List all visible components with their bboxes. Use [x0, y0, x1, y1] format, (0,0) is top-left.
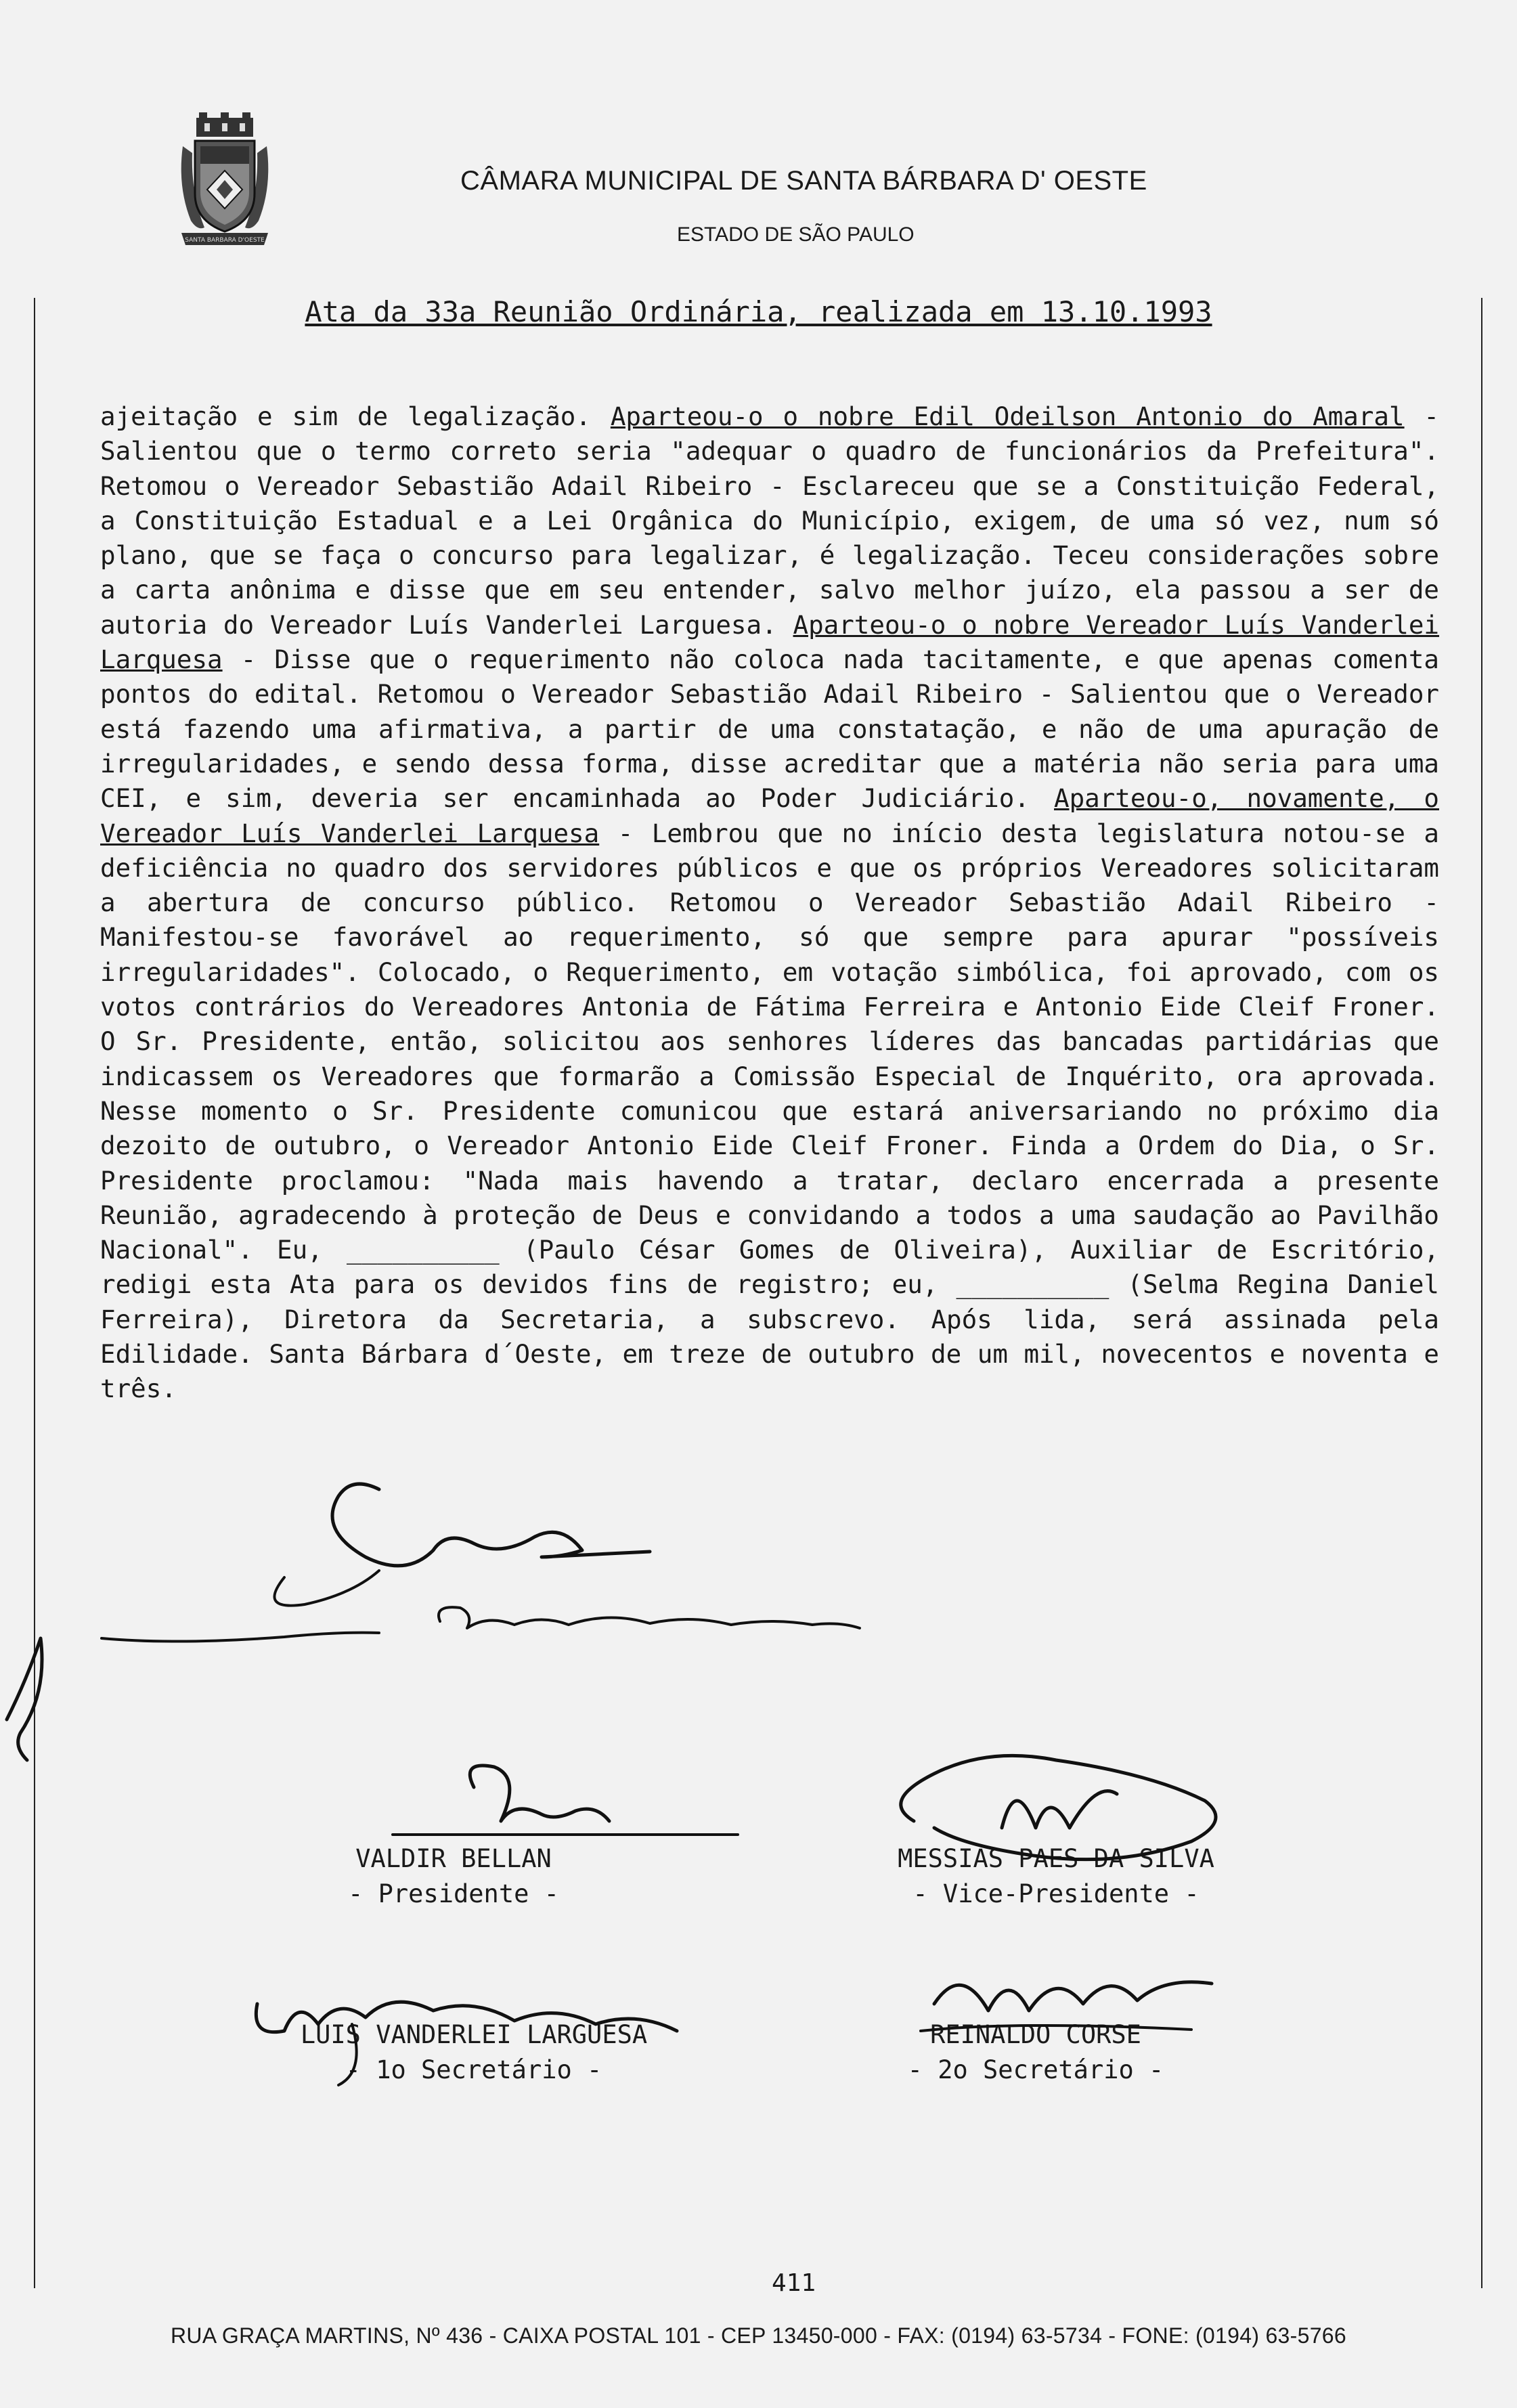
signatory-name: MESSIAS PAES DA SILVA [898, 1844, 1214, 1873]
signatory-first-secretary [203, 2017, 745, 2088]
margin-rubric [7, 1638, 42, 1760]
signatory-role: - 1o Secretário - [345, 2055, 602, 2084]
body-segment: ajeitação e sim de legalização. [100, 401, 611, 431]
signatory-vice-president [812, 1841, 1300, 1912]
signatory-second-secretary [833, 2017, 1239, 2088]
right-margin-rule [1481, 298, 1482, 2288]
signature-selma [439, 1607, 860, 1628]
body-segment: - Salientou que o termo correto seria "adequar o quadro de funcionários da Prefeitura". Retomou o Vereador Sebastião Adail Ribeiro - Esclareceu que se a Constituição Federal, a Constituição Estadual e a Lei Orgânica do Município, exigem, de uma só vez, num só plano, que se faça o concurso para legalizar, é legalização. Teceu considerações sobre a carta anônima e disse que em seu entender, salvo melhor juízo, ela passou a ser de autoria do Vereador Luís Vanderlei Larguesa. [100, 401, 1440, 640]
signatory-name: LUIS VANDERLEI LARGUESA [300, 2020, 648, 2049]
signature-valdir-bellan [470, 1766, 609, 1821]
left-margin-rule [34, 298, 35, 2288]
institution-name: CÂMARA MUNICIPAL DE SANTA BÁRBARA D' OESTE [460, 166, 1147, 196]
page-number: 411 [772, 2269, 816, 2297]
signatory-role: - 2o Secretário - [907, 2055, 1164, 2084]
body-segment: - Lembrou que no início desta legislatura notou-se a deficiência no quadro dos servidores públicos e que os próprios Vereadores solicitaram a abertura de concurso público. Retomou o Vereador Sebastião Adail Ribeiro - Manifestou-se favorável ao requerimento, só que sempre para apurar "possíveis irregularidades". Colocado, o Requerimento, em votação simbólica, foi aprovado, com os votos contrários do Vereadores Antonia de Fátima Ferreira e Antonio Eide Cleif Froner. O Sr. Presidente, então, solicitou aos senhores líderes das bancadas partidárias que indicassem os Vereadores que formarão a Comissão Especial de Inquérito, ora aprovada. Nesse momento o Sr. Presidente comunicou que estará aniversariando no próximo dia dezoito de outubro, o Vereador Antonio Eide Cleif Froner. Finda a Ordem do Dia, o Sr. Presidente proclamou: "Nada mais havendo a tratar, declaro encerrada a presente Reunião, agradecendo à proteção de Deus e convidando a todos a uma saudação ao Pavilhão Nacional". Eu, __________ (Paulo César Gomes de Oliveira), Auxiliar de Escritório, redigi esta Ata para os devidos fins de registro; eu, __________ (Selma Regina Daniel Ferreira), Diretora da Secretaria, a subscrevo. Após lida, será assinada pela Edilidade. Santa Bárbara d´Oeste, em treze de outubro de um mil, novecentos e noventa e três. [100, 818, 1439, 1404]
signature-reinaldo-corse [934, 1982, 1212, 2011]
svg-text:SANTA BARBARA D'OESTE: SANTA BARBARA D'OESTE [185, 237, 265, 244]
aparte-heading: Aparteou-o, novamente, o Vereador Luís Vanderlei Larquesa [100, 783, 1439, 848]
signatory-name: VALDIR BELLAN [355, 1844, 552, 1873]
signatory-name: REINALDO CORSE [930, 2020, 1141, 2049]
municipal-coat-of-arms-icon [177, 112, 272, 252]
signatory-president [250, 1841, 657, 1912]
address-footer: RUA GRAÇA MARTINS, Nº 436 - CAIXA POSTAL 101 - CEP 13450-000 - FAX: (0194) 63-5734 - FONE: (0194) 63-5766 [171, 2323, 1346, 2348]
aparte-heading: Aparteou-o o nobre Edil Odeilson Antonio do Amaral [610, 401, 1405, 431]
signatory-role: - Vice-Presidente - [913, 1879, 1200, 1908]
minutes-title: Ata da 33a Reunião Ordinária, realizada em 13.10.1993 [305, 295, 1212, 328]
signature-paulo-cesar [332, 1484, 650, 1566]
aparte-heading: Aparteou-o o nobre Vereador Luís Vanderlei Larquesa [100, 609, 1440, 675]
state-name: ESTADO DE SÃO PAULO [677, 223, 915, 246]
minutes-body [100, 399, 1439, 1407]
body-segment: - Disse que o requerimento não coloca nada tacitamente, e que apenas comenta pontos do edital. Retomou o Vereador Sebastião Adail Ribeiro - Salientou que o Vereador está fazendo uma afirmativa, a partir de uma constatação, e não de uma apuração de irregularidades, e sendo dessa forma, disse acreditar que a matéria não seria para uma CEI, e sim, deveria ser encaminhada ao Poder Judiciário. [100, 644, 1439, 814]
signatory-role: - Presidente - [348, 1879, 559, 1908]
